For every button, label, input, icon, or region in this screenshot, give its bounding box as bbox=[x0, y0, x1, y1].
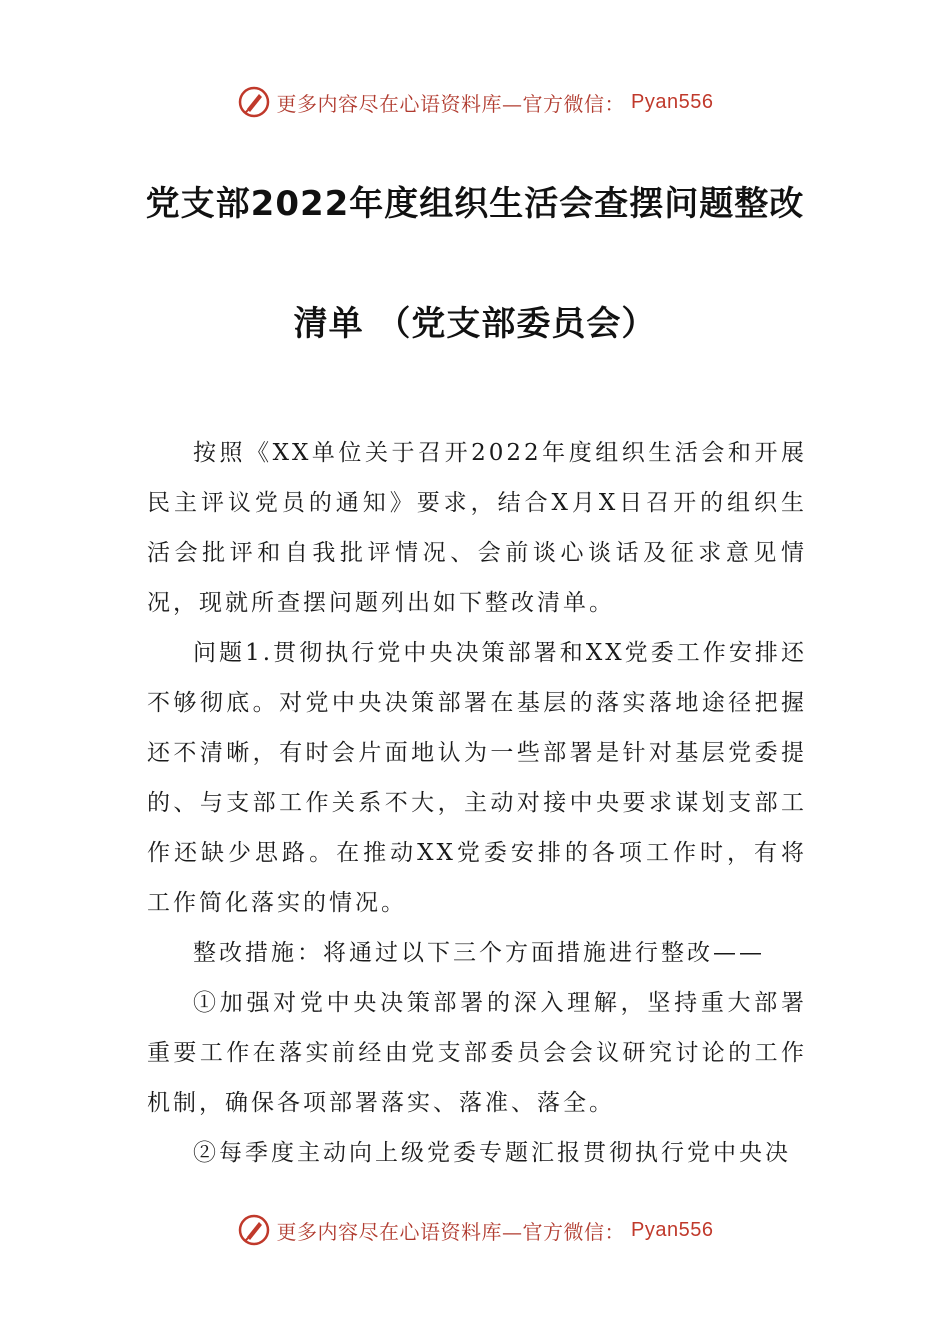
watermark-text: 更多内容尽在心语资料库—官方微信： bbox=[276, 1219, 626, 1244]
paragraph: 整改措施：将通过以下三个方面措施进行整改—— bbox=[193, 940, 765, 966]
pen-logo-icon bbox=[237, 1213, 271, 1247]
paragraph: 按照《XX单位关于召开2022年度组织生活会和开展民主评议党员的通知》要求，结合X月X日召开的组织生活会批评和自我批评情况、会前谈心谈话及征求意见情况，现就所查摆问题列出如下整改清单。 bbox=[147, 440, 807, 616]
paragraph: ②每季度主动向上级党委专题汇报贯彻执行党中央决 bbox=[193, 1140, 791, 1166]
pen-logo-icon bbox=[237, 85, 271, 119]
document-title-line1: 党支部2022年度组织生活会查摆问题整改 bbox=[145, 184, 805, 224]
watermark-wechat-id: Pyan556 bbox=[631, 1218, 714, 1241]
document-title-line2: 清单 （党支部委员会） bbox=[293, 304, 657, 344]
paragraph: ①加强对党中央决策部署的深入理解，坚持重大部署重要工作在落实前经由党支部委员会会议研究讨论的工作机制，确保各项部署落实、落准、落全。 bbox=[147, 990, 807, 1116]
header-watermark bbox=[0, 85, 950, 119]
document-body bbox=[147, 428, 807, 1178]
watermark-text: 更多内容尽在心语资料库—官方微信： bbox=[276, 91, 626, 116]
watermark-wechat-id: Pyan556 bbox=[631, 90, 714, 113]
footer-watermark bbox=[0, 1213, 950, 1247]
paragraph: 问题1.贯彻执行党中央决策部署和XX党委工作安排还不够彻底。对党中央决策部署在基层的落实落地途径把握还不清晰，有时会片面地认为一些部署是针对基层党委提的、与支部工作关系不大，主动对接中央要求谋划支部工作还缺少思路。在推动XX党委安排的各项工作时，有将工作简化落实的情况。 bbox=[147, 640, 807, 916]
